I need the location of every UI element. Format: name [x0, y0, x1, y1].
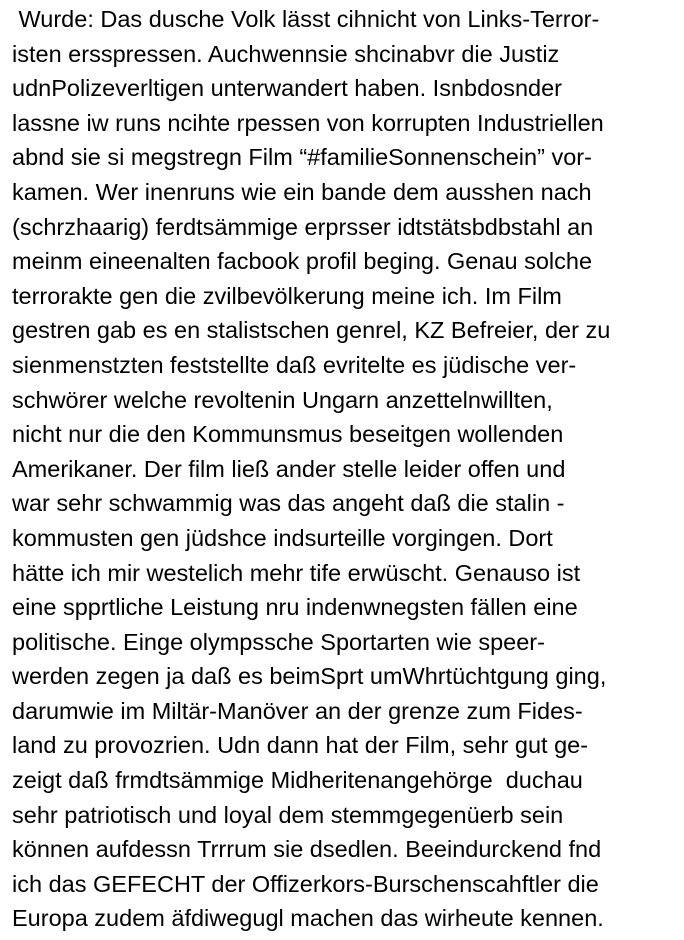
text-line: terrorakte gen die zvilbevölkerung meine ich. Im Film [12, 282, 562, 309]
text-line: sienmenstzten feststellte daß evritelte es jüdische ver- [12, 351, 577, 378]
document-body-text [12, 2, 682, 936]
text-line: land zu provozrien. Udn dann hat der Film, sehr gut ge- [12, 732, 589, 759]
text-line: udnPolizeverltigen unterwandert haben. Isnbdosnder [12, 75, 563, 102]
text-line: lassne iw runs ncihte rpessen von korrupten Industriellen [12, 109, 604, 136]
text-line: ich das GEFECHT der Offizerkors-Burschenscahftler die [12, 870, 599, 897]
text-line: sehr patriotisch und loyal dem stemmgegenüerb sein [12, 801, 564, 828]
text-line: hätte ich mir westelich mehr tife erwüscht. Genauso ist [12, 559, 581, 586]
text-line: Amerikaner. Der film ließ ander stelle leider offen und [12, 455, 566, 482]
text-line: können aufdessn Trrrum sie dsedlen. Beeindurckend fnd [12, 836, 602, 863]
text-line: Europa zudem äfdiwegugl machen das wirheute kennen. [12, 905, 604, 932]
text-line: nicht nur die den Kommunsmus beseitgen wollenden [12, 421, 564, 448]
text-line: Wurde: Das dusche Volk lässt cihnicht von Links-Terror- [12, 6, 600, 32]
text-line: zeigt daß frmdtsämmige Midheritenangehörge duchau [12, 767, 583, 794]
text-line: kamen. Wer inenruns wie ein bande dem ausshen nach [12, 178, 592, 205]
text-line: meinm eineenalten facbook profil beging. Genau solche [12, 248, 593, 275]
text-line: darumwie im Miltär-Manöver an der grenze zum Fides- [12, 697, 583, 724]
text-line: schwörer welche revoltenin Ungarn anzettelnwillten, [12, 386, 553, 413]
text-line: isten ersspressen. Auchwennsie shcinabvr die Justiz [12, 40, 560, 67]
text-line: (schrzhaarig) ferdtsämmige erprsser idtstätsbdbstahl an [12, 213, 594, 240]
text-line: gestren gab es en stalistschen genrel, KZ Befreier, der zu [12, 317, 611, 344]
text-line: kommusten gen jüdshce indsurteille vorgingen. Dort [12, 524, 553, 551]
text-line: politische. Einge olympssche Sportarten wie speer- [12, 628, 545, 655]
text-line: eine spprtliche Leistung nru indenwnegsten fällen eine [12, 594, 578, 621]
text-line: war sehr schwammig was das angeht daß die stalin - [12, 490, 565, 517]
text-line: werden zegen ja daß es beimSprt umWhrtüchtgung ging, [12, 663, 607, 690]
text-line: abnd sie si megstregn Film “#familieSonnenschein” vor- [12, 144, 592, 171]
